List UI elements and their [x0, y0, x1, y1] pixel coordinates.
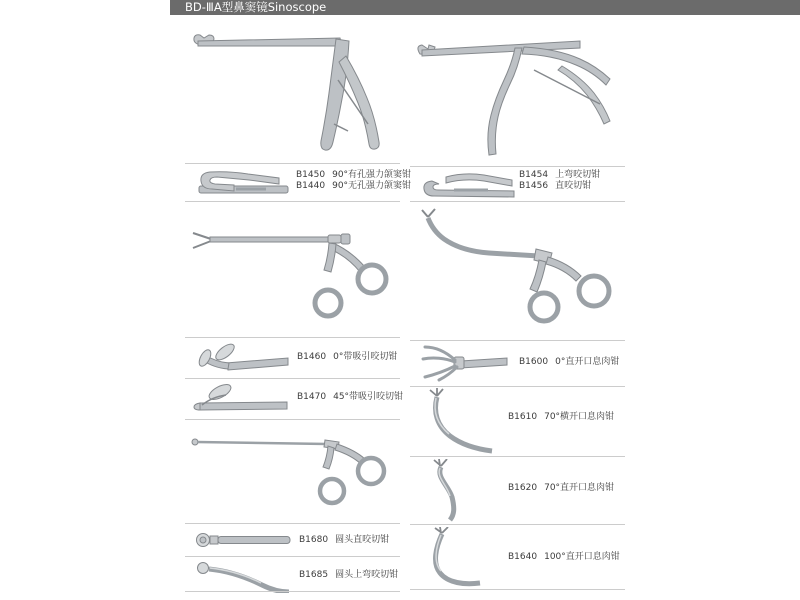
product-label-b1610 [508, 412, 614, 423]
thumb-jaw-suction-0deg [190, 341, 290, 377]
product-label-b1450-b1440 [296, 170, 411, 192]
product-label-b1685 [299, 570, 398, 581]
product-code: B1680 [299, 535, 329, 545]
thumb-jaw-suction-45deg [190, 382, 290, 417]
product-code: B1456 [519, 181, 549, 191]
product-entry [508, 552, 620, 563]
divider [185, 556, 400, 557]
product-entry [519, 181, 600, 192]
product-label-b1600 [519, 357, 619, 368]
product-code: B1685 [299, 570, 329, 580]
product-name: 0°直开口息肉钳 [555, 357, 620, 367]
divider [185, 337, 400, 338]
thumb-jaw-upcurved-punch [420, 169, 515, 199]
thumb-polyp-forceps-0deg [417, 344, 509, 384]
thumb-polyp-forceps-70deg-horizontal [416, 388, 508, 454]
thumb-polyp-forceps-100deg [414, 527, 506, 587]
product-code: B1454 [519, 170, 549, 180]
product-entry [297, 352, 397, 363]
product-label-b1620 [508, 483, 614, 494]
divider [185, 523, 400, 524]
product-name: 45°带吸引咬切钳 [333, 392, 404, 402]
product-code: B1640 [508, 552, 538, 562]
divider [410, 456, 625, 457]
product-label-b1680 [299, 535, 389, 546]
divider [410, 166, 625, 167]
thumb-round-head-curved [194, 561, 294, 593]
divider [410, 201, 625, 202]
divider [185, 163, 400, 164]
product-code: B1600 [519, 357, 549, 367]
product-name: 70°横开口息肉钳 [544, 412, 615, 422]
product-label-b1470 [297, 392, 403, 403]
product-name: 直咬切钳 [555, 181, 592, 191]
product-name: 90°有孔强力颌窦钳 [332, 170, 412, 180]
product-name: 圆头直咬切钳 [335, 535, 390, 545]
product-name: 100°直开口息肉钳 [544, 552, 620, 562]
product-name: 上弯咬切钳 [555, 170, 601, 180]
thumb-jaw-90deg-punch [196, 167, 291, 198]
product-entry [508, 483, 614, 494]
photo-kerrison-rongeur [412, 26, 624, 164]
divider [185, 591, 400, 592]
thumb-round-head-straight [194, 529, 294, 551]
product-name: 90°无孔强力颌窦钳 [332, 181, 412, 191]
divider [410, 524, 625, 525]
photo-nasal-forceps-thin-shaft [187, 428, 399, 520]
product-entry [299, 570, 398, 581]
divider [410, 589, 625, 590]
product-code: B1450 [296, 170, 326, 180]
product-code: B1620 [508, 483, 538, 493]
product-code: B1440 [296, 181, 326, 191]
thumb-polyp-forceps-70deg-straight [416, 459, 508, 522]
product-code: B1470 [297, 392, 327, 402]
product-name: 圆头上弯咬切钳 [335, 570, 399, 580]
product-code: B1610 [508, 412, 538, 422]
product-entry [297, 392, 403, 403]
page-title: BD-ⅢA型鼻窦镜Sinoscope [185, 0, 327, 14]
photo-antrum-punch-forceps [188, 26, 398, 161]
divider [410, 340, 625, 341]
divider [185, 378, 400, 379]
product-label-b1454-b1456 [519, 170, 600, 192]
divider [185, 201, 400, 202]
photo-nasal-cutting-forceps-curved [412, 207, 624, 337]
divider [185, 419, 400, 420]
product-entry [508, 412, 614, 423]
photo-nasal-cutting-forceps-straight [187, 207, 399, 335]
divider [410, 386, 625, 387]
product-name: 70°直开口息肉钳 [544, 483, 615, 493]
product-entry [296, 181, 411, 192]
product-code: B1460 [297, 352, 327, 362]
product-name: 0°带吸引咬切钳 [333, 352, 398, 362]
header-bar [170, 0, 800, 15]
product-label-b1460 [297, 352, 397, 363]
product-entry [519, 357, 619, 368]
product-entry [296, 170, 411, 181]
product-entry [299, 535, 389, 546]
product-label-b1640 [508, 552, 620, 563]
product-entry [519, 170, 600, 181]
